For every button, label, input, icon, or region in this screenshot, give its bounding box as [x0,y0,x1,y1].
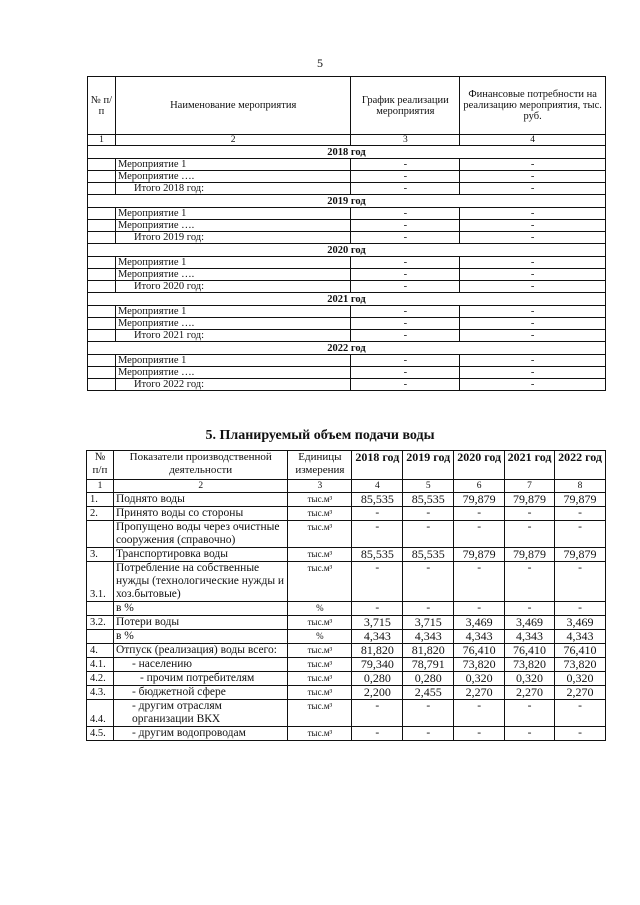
value-cell: 0,280 [403,672,454,686]
value-cell: - [454,700,505,727]
header-finance: Финансовые потребности на реализацию мероприятия, тыс. руб. [460,77,606,135]
header-activity-name: Наименование мероприятия [115,77,350,135]
index-row [88,135,606,146]
schedule-cell: - [351,281,460,293]
schedule-cell: - [351,330,460,342]
indicator-name: Транспортировка воды [113,548,288,562]
finance-cell: - [460,183,606,195]
num-cell [88,183,116,195]
index-cell: 1 [87,480,114,493]
value-cell: - [555,562,606,602]
header-schedule: График реализации мероприятия [351,77,460,135]
index-cell: 5 [403,480,454,493]
header-year: 2018 год [352,451,403,480]
num-cell [88,257,116,269]
finance-cell: - [460,208,606,220]
row-num: 3.2. [87,616,114,630]
year-label: 2020 год [88,244,606,257]
header-num: № п/п [88,77,116,135]
total-row [88,330,606,342]
value-cell: 2,270 [555,686,606,700]
header-year: 2020 год [454,451,505,480]
unit-cell: тыс.м³ [288,686,352,700]
unit-cell: тыс.м³ [288,521,352,548]
finance-cell: - [460,171,606,183]
num-cell [88,355,116,367]
header-unit: Единицы измерения [288,451,352,480]
index-cell: 3 [288,480,352,493]
value-cell: 76,410 [505,644,555,658]
index-row [87,480,606,493]
value-cell: 79,879 [555,548,606,562]
activity-name: Мероприятие 1 [115,355,350,367]
value-cell: - [454,507,505,521]
finance-cell: - [460,269,606,281]
value-cell: 0,320 [555,672,606,686]
row-num [87,630,114,644]
value-cell: 3,469 [555,616,606,630]
indicator-name: - бюджетной сфере [113,686,288,700]
row-num: 4.4. [87,700,114,727]
value-cell: 0,280 [352,672,403,686]
num-cell [88,232,116,244]
unit-cell: тыс.м³ [288,562,352,602]
activity-row [88,367,606,379]
value-cell: - [352,727,403,741]
num-cell [88,367,116,379]
value-cell: 2,455 [403,686,454,700]
value-cell: 4,343 [454,630,505,644]
indicator-row [87,548,606,562]
finance-cell: - [460,318,606,330]
total-row [88,183,606,195]
num-cell [88,330,116,342]
year-section-row [88,146,606,159]
num-cell [88,208,116,220]
unit-cell: тыс.м³ [288,700,352,727]
value-cell: 2,200 [352,686,403,700]
finance-cell: - [460,220,606,232]
indicator-row [87,700,606,727]
year-section-row [88,195,606,208]
finance-cell: - [460,379,606,391]
row-num: 4.2. [87,672,114,686]
finance-cell: - [460,257,606,269]
activity-row [88,208,606,220]
unit-cell: тыс.м³ [288,658,352,672]
unit-cell: тыс.м³ [288,493,352,507]
value-cell: 81,820 [403,644,454,658]
value-cell: - [403,507,454,521]
indicator-name: - прочим потребителям [113,672,288,686]
activity-row [88,269,606,281]
indicator-name: Пропущено воды через очистные сооружения (справочно) [113,521,288,548]
activity-name: Мероприятие 1 [115,208,350,220]
year-section-row [88,293,606,306]
num-cell [88,379,116,391]
row-num [87,521,114,548]
activity-name: Мероприятие 1 [115,257,350,269]
num-cell [88,220,116,232]
activity-row [88,306,606,318]
schedule-cell: - [351,379,460,391]
row-num: 4. [87,644,114,658]
year-label: 2018 год [88,146,606,159]
indicator-name: - другим отраслям организации ВКХ [113,700,288,727]
activities-table-header [88,77,606,135]
unit-cell: тыс.м³ [288,548,352,562]
water-table-header [87,451,606,480]
indicator-name: - другим водопроводам [113,727,288,741]
header-num: № п/п [87,451,114,480]
value-cell: - [505,727,555,741]
indicator-row [87,686,606,700]
index-cell: 8 [555,480,606,493]
value-cell: - [454,521,505,548]
value-cell: 2,270 [505,686,555,700]
value-cell: - [403,521,454,548]
indicator-row [87,630,606,644]
indicator-row [87,672,606,686]
indicator-row [87,562,606,602]
value-cell: 78,791 [403,658,454,672]
row-num: 2. [87,507,114,521]
schedule-cell: - [351,269,460,281]
activity-row [88,220,606,232]
finance-cell: - [460,306,606,318]
value-cell: 3,715 [352,616,403,630]
row-num: 4.1. [87,658,114,672]
indicator-name: в % [113,630,288,644]
activity-name: Мероприятие …. [115,269,350,281]
value-cell: 4,343 [352,630,403,644]
value-cell: 79,879 [454,548,505,562]
year-label: 2019 год [88,195,606,208]
num-cell [88,318,116,330]
row-num: 4.5. [87,727,114,741]
schedule-cell: - [351,355,460,367]
finance-cell: - [460,330,606,342]
index-cell: 4 [460,135,606,146]
page-number: 5 [317,56,323,70]
row-num: 1. [87,493,114,507]
index-cell: 1 [88,135,116,146]
value-cell: 4,343 [403,630,454,644]
value-cell: - [352,507,403,521]
value-cell: 76,410 [555,644,606,658]
value-cell: 81,820 [352,644,403,658]
year-section-row [88,342,606,355]
indicator-name: Принято воды со стороны [113,507,288,521]
indicator-row [87,616,606,630]
row-num: 4.3. [87,686,114,700]
activity-row [88,171,606,183]
activity-name: Мероприятие …. [115,318,350,330]
value-cell: - [505,521,555,548]
indicator-row [87,493,606,507]
value-cell: - [403,700,454,727]
value-cell: - [555,521,606,548]
value-cell: 79,879 [454,493,505,507]
water-supply-table [86,450,606,741]
value-cell: - [454,562,505,602]
finance-cell: - [460,159,606,171]
schedule-cell: - [351,306,460,318]
schedule-cell: - [351,220,460,232]
schedule-cell: - [351,159,460,171]
activity-name: Итого 2021 год: [115,330,350,342]
unit-cell: % [288,630,352,644]
activity-name: Итого 2020 год: [115,281,350,293]
indicator-row [87,658,606,672]
activity-name: Мероприятие …. [115,171,350,183]
value-cell: 4,343 [505,630,555,644]
activity-name: Итого 2022 год: [115,379,350,391]
unit-cell: тыс.м³ [288,727,352,741]
activity-name: Мероприятие …. [115,367,350,379]
value-cell: - [555,727,606,741]
indicator-name: Потери воды [113,616,288,630]
finance-cell: - [460,281,606,293]
activity-name: Мероприятие 1 [115,306,350,318]
indicator-name: - населению [113,658,288,672]
schedule-cell: - [351,318,460,330]
value-cell: - [555,700,606,727]
value-cell: - [352,521,403,548]
value-cell: 3,469 [505,616,555,630]
unit-cell: % [288,602,352,616]
num-cell [88,306,116,318]
activity-row [88,257,606,269]
header-year: 2019 год [403,451,454,480]
value-cell: 85,535 [403,493,454,507]
indicator-row [87,727,606,741]
value-cell: 73,820 [505,658,555,672]
value-cell: - [403,602,454,616]
index-cell: 3 [351,135,460,146]
total-row [88,232,606,244]
value-cell: - [352,700,403,727]
section-5-title: 5. Планируемый объем подачи воды [205,428,435,443]
activity-row [88,159,606,171]
activities-table [87,76,606,391]
schedule-cell: - [351,232,460,244]
finance-cell: - [460,355,606,367]
schedule-cell: - [351,208,460,220]
value-cell: - [505,562,555,602]
unit-cell: тыс.м³ [288,672,352,686]
row-num [87,602,114,616]
value-cell: 0,320 [505,672,555,686]
value-cell: - [403,562,454,602]
value-cell: 85,535 [403,548,454,562]
schedule-cell: - [351,257,460,269]
schedule-cell: - [351,183,460,195]
indicator-name: Потребление на собственные нужды (технологические нужды и хоз.бытовые) [113,562,288,602]
indicator-name: Отпуск (реализация) воды всего: [113,644,288,658]
indicator-name: Поднято воды [113,493,288,507]
schedule-cell: - [351,367,460,379]
index-cell: 2 [115,135,350,146]
activity-name: Итого 2019 год: [115,232,350,244]
value-cell: - [352,562,403,602]
index-cell: 6 [454,480,505,493]
total-row [88,281,606,293]
value-cell: 79,879 [555,493,606,507]
value-cell: 4,343 [555,630,606,644]
row-num: 3.1. [87,562,114,602]
value-cell: 85,535 [352,493,403,507]
finance-cell: - [460,367,606,379]
value-cell: - [352,602,403,616]
header-indicator: Показатели производственной деятельности [113,451,288,480]
header-year: 2022 год [555,451,606,480]
indicator-row [87,602,606,616]
value-cell: - [555,507,606,521]
value-cell: - [454,602,505,616]
index-cell: 2 [113,480,288,493]
activity-row [88,318,606,330]
header-year: 2021 год [505,451,555,480]
value-cell: 73,820 [555,658,606,672]
indicator-row [87,644,606,658]
indicator-row [87,507,606,521]
value-cell: 79,879 [505,548,555,562]
year-label: 2022 год [88,342,606,355]
num-cell [88,171,116,183]
year-section-row [88,244,606,257]
value-cell: - [505,507,555,521]
value-cell: 79,340 [352,658,403,672]
value-cell: 2,270 [454,686,505,700]
value-cell: 85,535 [352,548,403,562]
finance-cell: - [460,232,606,244]
value-cell: 79,879 [505,493,555,507]
value-cell: 3,715 [403,616,454,630]
activity-row [88,355,606,367]
value-cell: - [505,602,555,616]
index-cell: 4 [352,480,403,493]
unit-cell: тыс.м³ [288,644,352,658]
year-label: 2021 год [88,293,606,306]
value-cell: - [454,727,505,741]
activity-name: Итого 2018 год: [115,183,350,195]
unit-cell: тыс.м³ [288,616,352,630]
unit-cell: тыс.м³ [288,507,352,521]
activity-name: Мероприятие 1 [115,159,350,171]
num-cell [88,269,116,281]
value-cell: 0,320 [454,672,505,686]
schedule-cell: - [351,171,460,183]
indicator-name: в % [113,602,288,616]
value-cell: - [555,602,606,616]
value-cell: - [505,700,555,727]
activity-name: Мероприятие …. [115,220,350,232]
value-cell: 3,469 [454,616,505,630]
value-cell: 76,410 [454,644,505,658]
value-cell: 73,820 [454,658,505,672]
indicator-row [87,521,606,548]
value-cell: - [403,727,454,741]
num-cell [88,281,116,293]
index-cell: 7 [505,480,555,493]
total-row [88,379,606,391]
num-cell [88,159,116,171]
row-num: 3. [87,548,114,562]
